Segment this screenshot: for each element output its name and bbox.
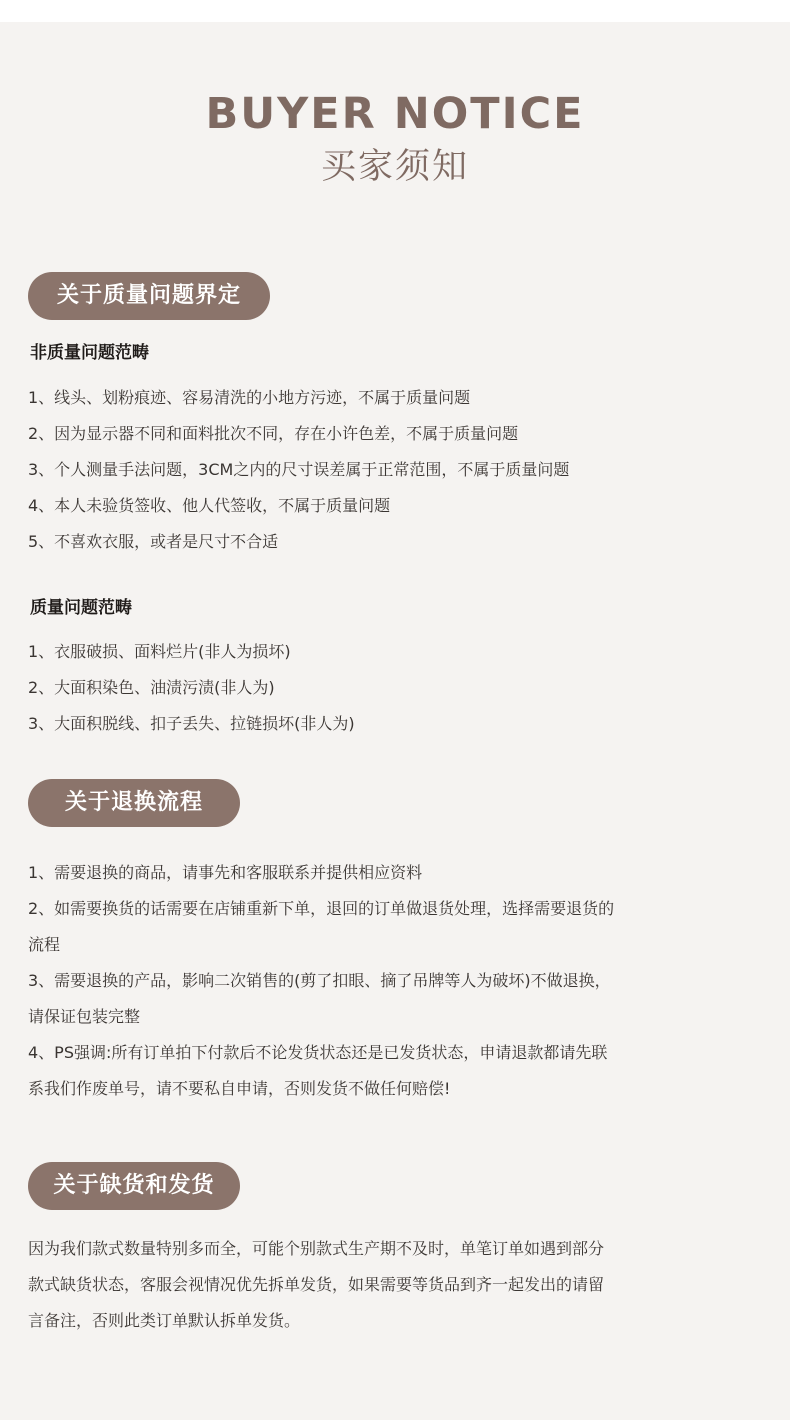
- list-item: 1、需要退换的商品，请事先和客服联系并提供相应资料: [28, 863, 423, 882]
- list-item: 5、不喜欢衣服，或者是尺寸不合适: [28, 532, 279, 551]
- subheading-quality-issues: 质量问题范畴: [30, 598, 132, 618]
- list-item: 4、本人未验货签收、他人代签收，不属于质量问题: [28, 496, 391, 515]
- stockout-shipping-text: [28, 1231, 708, 1339]
- list-item: 3、个人测量手法问题，3CM之内的尺寸误差属于正常范围，不属于质量问题: [28, 460, 570, 479]
- list-item: 因为我们款式数量特别多而全，可能个别款式生产期不及时，单笔订单如遇到部分: [28, 1239, 605, 1258]
- list-item: 1、线头、划粉痕迹、容易清洗的小地方污迹，不属于质量问题: [28, 388, 471, 407]
- page-title: BUYER NOTICE: [205, 89, 585, 139]
- quality-issues-list: [28, 634, 708, 742]
- list-item: 请保证包装完整: [28, 1007, 141, 1026]
- subheading-non-quality-issues: 非质量问题范畴: [30, 343, 149, 363]
- list-item: 言备注，否则此类订单默认拆单发货。: [28, 1311, 301, 1330]
- list-item: 2、因为显示器不同和面料批次不同，存在小许色差，不属于质量问题: [28, 424, 519, 443]
- list-item: 系我们作废单号，请不要私自申请，否则发货不做任何赔偿!: [28, 1079, 451, 1098]
- list-item: 2、如需要换货的话需要在店铺重新下单，退回的订单做退货处理，选择需要退货的: [28, 899, 615, 918]
- list-item: 4、PS强调:所有订单拍下付款后不论发货状态还是已发货状态，申请退款都请先联: [28, 1043, 608, 1062]
- return-process-list: [28, 855, 708, 1107]
- list-item: 1、衣服破损、面料烂片(非人为损坏): [28, 642, 291, 661]
- list-item: 流程: [28, 935, 61, 954]
- list-item: 款式缺货状态，客服会视情况优先拆单发货，如果需要等货品到齐一起发出的请留: [28, 1275, 605, 1294]
- section-heading-return-process: 关于退换流程: [28, 779, 240, 827]
- section-heading-stockout-shipping: 关于缺货和发货: [28, 1162, 240, 1210]
- list-item: 2、大面积染色、油渍污渍(非人为): [28, 678, 275, 697]
- list-item: 3、大面积脱线、扣子丢失、拉链损坏(非人为): [28, 714, 355, 733]
- list-item: 3、需要退换的产品，影响二次销售的(剪了扣眼、摘了吊牌等人为破坏)不做退换，: [28, 971, 611, 990]
- page-subtitle: 买家须知: [320, 147, 469, 187]
- non-quality-issues-list: [28, 380, 708, 560]
- section-heading-quality-definition: 关于质量问题界定: [28, 272, 270, 320]
